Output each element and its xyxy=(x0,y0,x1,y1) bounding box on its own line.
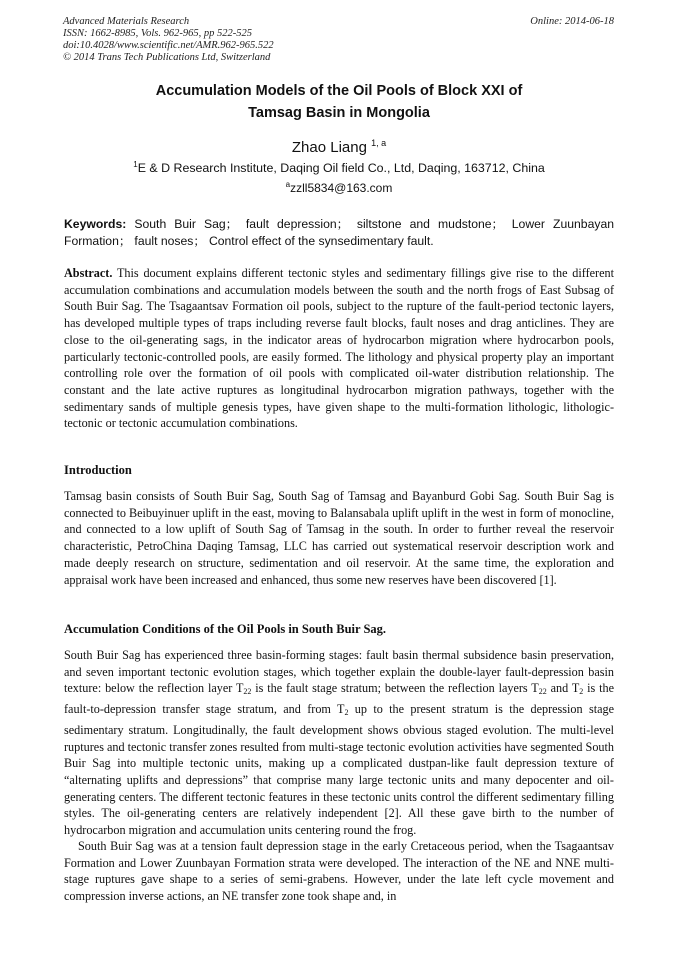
keywords xyxy=(64,216,614,250)
abstract xyxy=(64,265,614,432)
keywords-text: South Buir Sag； fault depression； siltstone and mudstone； Lower Zuunbayan Formation； fault noses； Control effect of the synsedimentary fault. xyxy=(64,217,615,248)
acc-text-b: is the fault stage stratum; between the reflection layers T xyxy=(251,681,539,696)
title-line-2: Tamsag Basin in Mongolia xyxy=(248,105,430,121)
abstract-label: Abstract. xyxy=(64,266,113,280)
paper-title xyxy=(60,80,618,124)
author xyxy=(60,138,618,156)
affiliation-sup: 1 xyxy=(133,160,138,169)
sub-2b: 2 xyxy=(344,708,349,718)
author-name: Zhao Liang xyxy=(291,139,367,156)
affiliation xyxy=(60,160,618,175)
email xyxy=(60,180,618,195)
accumulation-paragraph xyxy=(64,647,614,839)
acc-text-c: and T xyxy=(546,681,580,696)
acc-text-e: up to the present stratum is the depression stage sedimentary stratum. Longitudinally, the fault development shows obvious staged evolution. The multi-level ruptures and tectonic transfer zones resulted from multi-stage tectonic evolution activities have segmented South Buir Sag into multiple tectonic units, making up a complicated dustpan-like fault depression texture of “alternating uplifts and depressions” that comprise many large tectonic units and many depocenter and oil-generating centers. The different tectonic features in these tectonic units control the different sedimentary filling styles. The oil-generating centers are relatively independent [2]. All these gave birth to the number of hydrocarbon migration and accumulation units centering round the frog. xyxy=(64,702,614,838)
acc-text-a: South Buir Sag has experienced three basin-forming stages: fault basin thermal subsidence basin preservation, and seven important tectonic evolution stages, which together explain the double-layer fault-depression basin texture: below the reflection layer T xyxy=(64,648,614,696)
email-text: zzll5834@163.com xyxy=(290,181,393,195)
affiliation-text: E & D Research Institute, Daqing Oil field Co., Ltd, Daqing, 163712, China xyxy=(137,161,545,176)
introduction-paragraph: Tamsag basin consists of South Buir Sag, South Sag of Tamsag and Bayanburd Gobi Sag. South Buir Sag is connected to Beibuyinuer uplift in the east, moving to Balansabala uplift uplift in the west in form of monocline, and connected to a low uplift of South Sag of Tamsag in the south. In order to further reveal the reservoir characteristic, PetroChina Daqing Tamsag, LLC has carried out systematical reservoir description work and made deeply research on structure, sedimentation and oil reservoir. At the same time, the exploration and appraisal work have been increased and enhanced, thus some new reserves have been discovered [1]. xyxy=(64,489,614,587)
journal-name: Advanced Materials Research xyxy=(63,16,190,27)
accumulation-paragraph-2: South Buir Sag was at a tension fault depression stage in the early Cretaceous period, when the Tsagaantsav Formation and Lower Zuunbayan Formation strata were developed. The interaction of the NE and NNE multi-stage ruptures gave shape to a series of semi-grabens. However, under the late left cycle movement and compression inverse actions, an NE transfer zone took shape and, in xyxy=(64,839,614,904)
keywords-label: Keywords: xyxy=(64,217,127,231)
email-sup: a xyxy=(285,180,291,189)
abstract-text: This document explains different tectonic styles and sedimentary fillings give rise to the different accumulation combinations and accumulation models between the south and the north frogs of East Subsag of South Buir Sag. The Tsagaantsav Formation oil pools, subject to the rupture of the fault-period tectonic layers, has developed multiple types of traps including reverse fault blocks, fault noses and drag anticlines. They are close to the oil-generating sags, in the indicator areas of hydrocarbon migration where hydrocarbon pools, particularly tectonic-controlled pools, are easily formed. The lithology and physical property play an important controlling role over the formation of oil pools with complicated oil-water distribution relationship. The constant and the late active ruptures as longitudinal hydrocarbon migration pathways, together with the sedimentary sands of multiple genesis types, have given shape to the multi-formation lithologic, lithologic-tectonic or tectonic accumulation combinations. xyxy=(64,266,614,431)
issn: ISSN: 1662-8985, Vols. 962-965, pp 522-525 xyxy=(63,28,252,39)
title-line-1: Accumulation Models of the Oil Pools of Block XXI of xyxy=(155,83,523,99)
author-sup: 1, a xyxy=(371,138,387,148)
section-heading-introduction: Introduction xyxy=(64,463,132,477)
sub-2: 2 xyxy=(579,687,584,697)
acc-text-d: is the fault-to-depression transfer stage stratum, and from T xyxy=(64,681,615,717)
section-heading-accumulation: Accumulation Conditions of the Oil Pools in South Buir Sag. xyxy=(64,622,387,636)
sub-22: 22 xyxy=(243,687,252,697)
doi: doi:10.4028/www.scientific.net/AMR.962-965.522 xyxy=(63,40,274,51)
sub-22b: 22 xyxy=(538,687,547,697)
journal-header xyxy=(63,16,274,64)
online-date: Online: 2014-06-18 xyxy=(530,16,614,27)
copyright: © 2014 Trans Tech Publications Ltd, Switzerland xyxy=(63,52,271,63)
